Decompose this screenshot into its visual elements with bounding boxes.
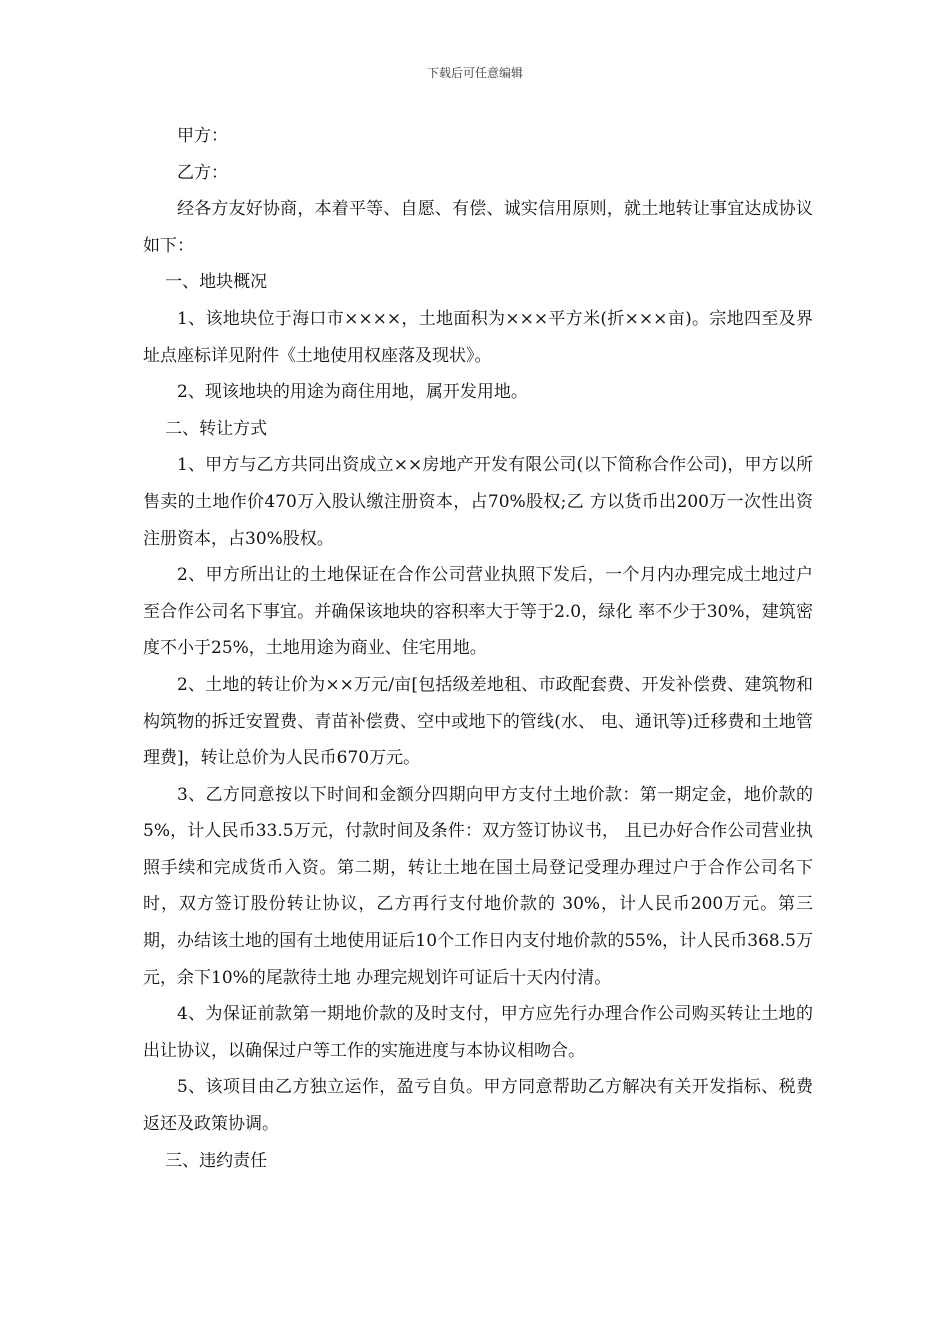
paragraph: 1、该地块位于海口市××××，土地面积为×××平方米(折×××亩)。宗地四至及界址点座标详见附件《土地使用权座落及现状》。 (143, 308, 813, 366)
page-header: 下载后可任意编辑 (426, 66, 523, 80)
paragraph: 5、该项目由乙方独立运作，盈亏自负。甲方同意帮助乙方解决有关开发指标、税费返还及政策协调。 (143, 1077, 813, 1135)
paragraph: 3、乙方同意按以下时间和金额分四期向甲方支付土地价款：第一期定金，地价款的5%，计人民币33.5万元，付款时间及条件：双方签订协议书， 且已办好合作公司营业执照手续和完成货币入资。第二期，转让土地在国土局登记受理办理过户于合作公司名下时，双方签订股份转让协议，乙方再行支付地价款的 30%，计人民币200万元。第三期，办结该土地的国有土地使用证后10个工作日内支付地价款的55%，计人民币368.5万元，余下10%的尾款待土地 办理完规划许可证后十天内付清。 (143, 784, 813, 988)
paragraph: 2、现该地块的用途为商住用地，属开发用地。 (177, 382, 528, 403)
paragraph: 2、甲方所出让的土地保证在合作公司营业执照下发后，一个月内办理完成土地过户至合作公司名下事宜。并确保该地块的容积率大于等于2.0，绿化 率不少于30%，建筑密度不小于25%，土地用途为商业、住宅用地。 (143, 565, 813, 659)
paragraph: 4、为保证前款第一期地价款的及时支付，甲方应先行办理合作公司购买转让土地的出让协议，以确保过户等工作的实施进度与本协议相吻合。 (143, 1004, 813, 1061)
document-body (143, 118, 813, 1179)
party-line: 甲方： (177, 126, 228, 146)
paragraph: 2、土地的转让价为××万元/亩[包括级差地租、市政配套费、开发补偿费、建筑物和构筑物的拆迁安置费、青苗补偿费、空中或地下的管线(水、 电、通讯等)迁移费和土地管理费]，转让总价为人民币670万元。 (143, 674, 813, 769)
section-heading: 一、地块概况 (165, 272, 268, 293)
section-heading: 二、转让方式 (165, 418, 268, 439)
party-line: 乙方： (177, 162, 228, 183)
paragraph: 1、甲方与乙方共同出资成立××房地产开发有限公司(以下简称合作公司)，甲方以所售卖的土地作价470万入股认缴注册资本，占70%股权;乙 方以货币出200万一次性出资注册资本，占30%股权。 (143, 455, 813, 549)
paragraph: 经各方友好协商，本着平等、自愿、有偿、诚实信用原则，就土地转让事宜达成协议如下： (143, 199, 813, 256)
section-heading: 三、违约责任 (165, 1150, 268, 1171)
